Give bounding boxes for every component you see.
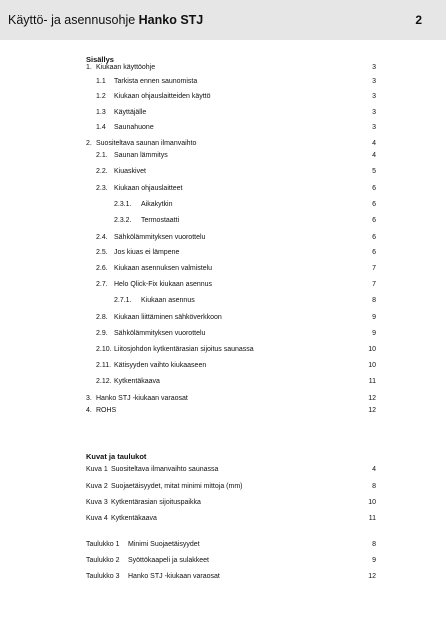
entry-page-number: 10	[368, 362, 376, 369]
entry-number: 2.11.	[96, 362, 112, 369]
entry-page-number: 3	[372, 93, 376, 100]
entry-page-number: 6	[372, 234, 376, 241]
entry-page-number: 12	[368, 573, 376, 580]
entry-number: Taulukko 3	[86, 573, 120, 580]
entry-page-number: 3	[372, 124, 376, 131]
entry-number: Kuva 1	[86, 466, 108, 473]
entry-page-number: 11	[368, 378, 376, 385]
toc-entry[interactable]	[86, 108, 376, 118]
entry-page-number: 10	[368, 346, 376, 353]
entry-title: Helo Qlick-Fix kiukaan asennus	[114, 281, 213, 288]
entry-page-number: 4	[372, 140, 376, 147]
entry-page-number: 3	[372, 78, 376, 85]
entry-number: 2.7.	[96, 281, 108, 288]
page-number: 2	[415, 13, 422, 27]
toc-entry[interactable]	[86, 139, 376, 149]
toc-entry[interactable]	[86, 498, 376, 508]
entry-number: 1.4	[96, 124, 106, 131]
entry-page-number: 6	[372, 217, 376, 224]
toc-entry[interactable]	[86, 406, 376, 416]
toc-entry[interactable]	[86, 572, 376, 582]
toc-entry[interactable]	[86, 92, 376, 102]
toc-entry[interactable]	[86, 216, 376, 226]
entry-page-number: 3	[372, 64, 376, 71]
toc-entry[interactable]	[86, 233, 376, 243]
entry-title: Kiukaan asennus	[141, 297, 195, 304]
document-title	[8, 13, 203, 27]
entry-number: 2.5.	[96, 249, 108, 256]
entry-title: Suositeltava saunan ilmanvaihto	[96, 140, 197, 147]
entry-number: 2.7.1.	[114, 297, 132, 304]
entry-number: 2.3.	[96, 185, 108, 192]
toc-entry[interactable]	[86, 200, 376, 210]
entry-page-number: 7	[372, 265, 376, 272]
entry-title: Liitosjohdon kytkentärasian sijoitus saunassa	[114, 346, 254, 353]
toc-entry[interactable]	[86, 514, 376, 524]
entry-number: 2.4.	[96, 234, 108, 241]
toc-entry[interactable]	[86, 361, 376, 371]
entry-title: Käyttäjälle	[114, 109, 147, 116]
toc-entry[interactable]	[86, 151, 376, 161]
entry-number: 4.	[86, 407, 92, 414]
toc-entry[interactable]	[86, 77, 376, 87]
entry-number: Kuva 4	[86, 515, 108, 522]
toc-entry[interactable]	[86, 482, 376, 492]
entry-number: 2.3.2.	[114, 217, 132, 224]
toc-entry[interactable]	[86, 264, 376, 274]
entry-title: ROHS	[96, 407, 117, 414]
entry-page-number: 5	[372, 168, 376, 175]
entry-title: Suositeltava ilmanvaihto saunassa	[111, 466, 219, 473]
toc-entry[interactable]	[86, 167, 376, 177]
entry-number: Taulukko 2	[86, 557, 120, 564]
entry-number: Kuva 2	[86, 483, 108, 490]
toc-entry[interactable]	[86, 540, 376, 550]
entry-page-number: 8	[372, 297, 376, 304]
toc-entry[interactable]	[86, 329, 376, 339]
entry-page-number: 10	[368, 499, 376, 506]
entry-page-number: 7	[372, 281, 376, 288]
title-product-name: Hanko STJ	[138, 13, 204, 27]
entry-title: Aikakytkin	[141, 201, 173, 208]
entry-page-number: 4	[372, 152, 376, 159]
entry-page-number: 8	[372, 541, 376, 548]
entry-title: Kytkentärasian sijoituspaikka	[111, 499, 201, 506]
entry-number: 2.8.	[96, 314, 108, 321]
entry-number: 1.	[86, 64, 92, 71]
entry-number: 3.	[86, 395, 92, 402]
entry-number: 1.2	[96, 93, 106, 100]
entry-title: Kiukaan käyttöohje	[96, 64, 156, 71]
entry-title: Suojaetäisyydet, mitat minimi mittoja (mm)	[111, 483, 243, 490]
entry-title: Tarkista ennen saunomista	[114, 78, 198, 85]
entry-number: Taulukko 1	[86, 541, 120, 548]
entry-page-number: 9	[372, 557, 376, 564]
entry-title: Jos kiuas ei lämpene	[114, 249, 180, 256]
entry-title: Syöttökaapeli ja sulakkeet	[128, 557, 209, 564]
entry-number: 2.	[86, 140, 92, 147]
toc-entry[interactable]	[86, 248, 376, 258]
toc-entry[interactable]	[86, 394, 376, 404]
entry-page-number: 6	[372, 249, 376, 256]
toc-entry[interactable]	[86, 465, 376, 475]
toc-entry[interactable]	[86, 184, 376, 194]
entry-title: Kiukaan ohjauslaitteiden käyttö	[114, 93, 211, 100]
entry-title: Kytkentäkaava	[114, 378, 160, 385]
entry-number: 2.10.	[96, 346, 112, 353]
toc-entry[interactable]	[86, 556, 376, 566]
entry-number: 2.9.	[96, 330, 108, 337]
entry-page-number: 12	[368, 407, 376, 414]
entry-number: 2.12.	[96, 378, 112, 385]
entry-page-number: 6	[372, 201, 376, 208]
entry-title: Kiuaskivet	[114, 168, 146, 175]
toc-entry[interactable]	[86, 280, 376, 290]
entry-number: 2.3.1.	[114, 201, 132, 208]
entry-page-number: 9	[372, 314, 376, 321]
entry-title: Kiukaan ohjauslaitteet	[114, 185, 183, 192]
toc-heading: Sisällys	[86, 55, 114, 64]
figures-heading: Kuvat ja taulukot	[86, 452, 147, 461]
entry-page-number: 6	[372, 185, 376, 192]
entry-title: Sähkölämmityksen vuorottelu	[114, 330, 206, 337]
entry-title: Kätisyyden vaihto kiukaaseen	[114, 362, 207, 369]
toc-entry[interactable]	[86, 296, 376, 306]
entry-number: 2.6.	[96, 265, 108, 272]
entry-title: Saunan lämmitys	[114, 152, 168, 159]
entry-title: Kiukaan asennuksen valmistelu	[114, 265, 213, 272]
entry-page-number: 3	[372, 109, 376, 116]
entry-page-number: 4	[372, 466, 376, 473]
entry-number: 2.1.	[96, 152, 108, 159]
entry-title: Hanko STJ -kiukaan varaosat	[128, 573, 220, 580]
entry-title: Hanko STJ -kiukaan varaosat	[96, 395, 188, 402]
entry-number: 2.2.	[96, 168, 108, 175]
entry-page-number: 8	[372, 483, 376, 490]
entry-page-number: 11	[368, 515, 376, 522]
toc-entry[interactable]	[86, 123, 376, 133]
entry-page-number: 12	[368, 395, 376, 402]
page-header	[0, 0, 446, 40]
toc-entry[interactable]	[86, 313, 376, 323]
title-prefix: Käyttö- ja asennusohje	[8, 13, 139, 27]
toc-entry[interactable]	[86, 63, 376, 73]
toc-entry[interactable]	[86, 345, 376, 355]
entry-title: Kiukaan liittäminen sähköverkkoon	[114, 314, 222, 321]
entry-number: 1.1	[96, 78, 106, 85]
toc-entry[interactable]	[86, 377, 376, 387]
entry-title: Termostaatti	[141, 217, 180, 224]
entry-title: Sähkölämmityksen vuorottelu	[114, 234, 206, 241]
entry-title: Saunahuone	[114, 124, 154, 131]
entry-number: Kuva 3	[86, 499, 108, 506]
entry-title: Kytkentäkaava	[111, 515, 157, 522]
entry-number: 1.3	[96, 109, 106, 116]
entry-page-number: 9	[372, 330, 376, 337]
entry-title: Minimi Suojaetäisyydet	[128, 541, 200, 548]
